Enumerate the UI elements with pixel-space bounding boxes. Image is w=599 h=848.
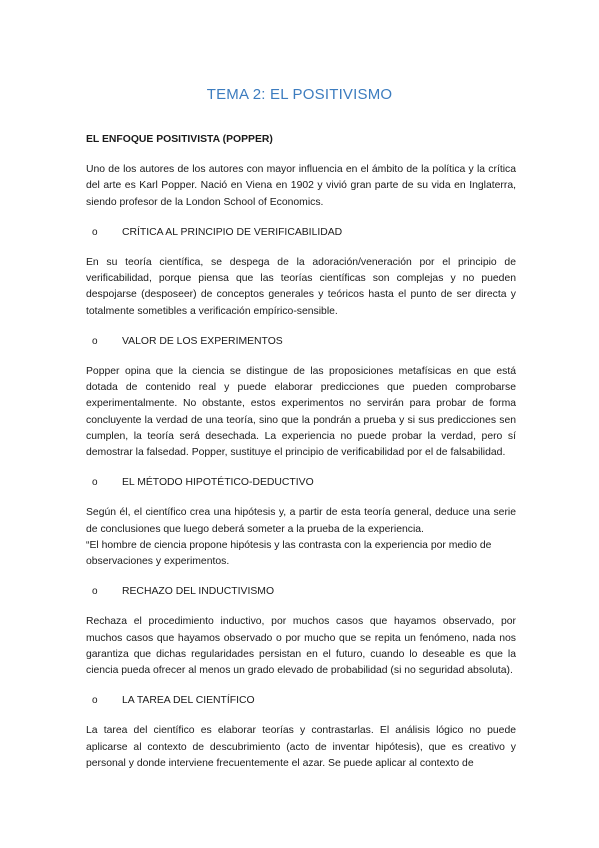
bullet-item	[86, 475, 516, 491]
bullet-label: EL MÉTODO HIPOTÉTICO-DEDUCTIVO	[122, 477, 314, 489]
body-paragraph: La tarea del científico es elaborar teorías y contrastarlas. El análisis lógico no puede aplicarse al contexto de descubrimiento (acto de inventar hipótesis), que es creativo y personal y donde interviene frecuentemente el azar. Se puede aplicar al contexto de	[86, 725, 516, 769]
bullet-marker: o	[92, 586, 98, 598]
body-paragraph: En su teoría científica, se despega de la adoración/veneración por el principio de verificabilidad, porque piensa que las teorías científicas son complejas y no pueden despojarse (desposeer) de conceptos generales y teóricos hasta el punto de ser directa y totalmente sometibles a verificación empírico-sensible.	[86, 257, 516, 317]
body-paragraph: Rechaza el procedimiento inductivo, por muchos casos que hayamos observado, por muchos casos que hayamos observado o por mucho que se repita un fenómeno, nada nos garantiza que dichas regularidades persistan en el futuro, cuando lo deseable es que la ciencia pueda ofrecer al menos un grado elevado de probabilidad (si no seguridad absoluta).	[86, 616, 516, 677]
bullet-label: VALOR DE LOS EXPERIMENTOS	[122, 335, 283, 347]
bullet-item	[86, 334, 516, 350]
section-heading: EL ENFOQUE POSITIVISTA (POPPER)	[86, 134, 273, 145]
body-paragraph: Según él, el científico crea una hipótesis y, a partir de esta teoría general, deduce una serie de conclusiones que luego deberá someter a la prueba de la experiencia.	[86, 507, 516, 535]
intro-paragraph: Uno de los autores de los autores con mayor influencia en el ámbito de la política y la crítica del arte es Karl Popper. Nació en Viena en 1902 y vivió gran parte de su vida en Inglaterra, siendo profesor de la London School of Economics.	[86, 164, 516, 208]
bullet-label: CRÍTICA AL PRINCIPIO DE VERIFICABILIDAD	[122, 226, 343, 238]
bullet-item	[86, 584, 516, 600]
bullet-label: LA TAREA DEL CIENTÍFICO	[122, 695, 255, 707]
document-body	[86, 132, 516, 786]
bullet-marker: o	[92, 226, 98, 238]
bullet-marker: o	[92, 335, 98, 347]
body-paragraph: Popper opina que la ciencia se distingue de las proposiciones metafísicas en que está dotada de contenido real y puede elaborar predicciones que pueden comprobarse experimentalmente. No obstante, estos experimentos no servirán para probar de forma concluyente la verdad de una teoría, sino que la pondrán a prueba y si sus predicciones sen cumplen, la teoría será desechada. La experiencia no puede probar la verdad, pero sí demostrar la falsedad. Popper, sustituye el principio de verificabilidad por el de falsabilidad.	[86, 366, 516, 459]
page-title: TEMA 2: EL POSITIVISMO	[206, 86, 393, 103]
bullet-marker: o	[92, 695, 98, 707]
quote-paragraph: “El hombre de ciencia propone hipótesis y las contrasta con la experiencia por medio de observaciones y experimentos.	[86, 539, 492, 568]
bullet-item	[86, 693, 516, 709]
bullet-label: RECHAZO DEL INDUCTIVISMO	[122, 586, 275, 598]
bullet-marker: o	[92, 477, 98, 489]
bullet-item	[86, 225, 516, 241]
